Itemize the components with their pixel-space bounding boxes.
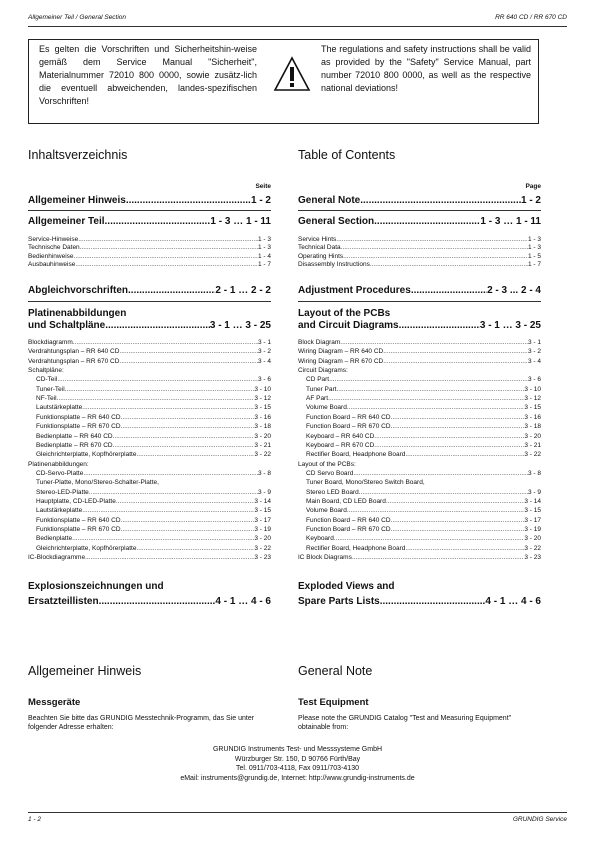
toc-subheading: Layout of the PCBs: xyxy=(298,460,356,468)
dot-leader xyxy=(113,433,255,441)
test-equipment-sub-de: Messgeräte xyxy=(28,697,81,708)
address-block xyxy=(0,745,595,783)
toc-sub-entry xyxy=(298,414,541,422)
toc-sub-page: 3 - 15 xyxy=(524,404,541,412)
dot-leader xyxy=(74,253,258,261)
toc-entry-layout-title1: Layout of the PCBs xyxy=(298,308,391,319)
toc-subheading: Circuit Diagrams: xyxy=(298,367,348,375)
dot-leader xyxy=(82,404,254,412)
toc-sub-page: 3 - 14 xyxy=(524,497,541,505)
toc-sub-entry xyxy=(298,376,541,384)
toc-sub-entry xyxy=(298,386,541,394)
toc-sub-entry xyxy=(28,442,271,450)
toc-sub-entry xyxy=(298,451,541,459)
toc-sub-title: NF-Teil xyxy=(36,395,57,403)
toc-subheading: Tuner-Platte, Mono/Stereo-Schalter-Platte, xyxy=(36,479,159,487)
toc-entry-exploded xyxy=(28,596,271,608)
dot-leader xyxy=(336,236,528,244)
dot-leader xyxy=(121,517,255,525)
toc-sub-title: Gleichrichterplatte, Kopfhörerplatte xyxy=(36,451,137,459)
toc-entry-page: 1 - 2 xyxy=(250,195,271,206)
toc-sub-page: 3 - 19 xyxy=(254,526,271,533)
dot-leader xyxy=(383,348,528,356)
toc-sub-page: 1 - 7 xyxy=(527,261,541,269)
toc-entry-title: Abgleichvorschriften xyxy=(28,285,129,296)
dot-leader xyxy=(119,358,258,366)
toc-sub-page: 3 - 22 xyxy=(254,544,271,552)
toc-sub-page: 3 - 1 xyxy=(257,339,271,346)
toc-entry-general-section xyxy=(298,216,541,228)
toc-sub-page: 3 - 14 xyxy=(254,497,271,505)
page-column-label: Seite xyxy=(255,183,271,190)
address-line: GRUNDIG Instruments Test- und Messsysteme GmbH xyxy=(212,746,383,753)
toc-sub-title: Bedienplatte xyxy=(36,535,73,543)
toc-entry-general-note xyxy=(298,195,541,207)
dot-leader xyxy=(89,489,258,497)
test-equipment-text-en: Please note the GRUNDIG Catalog "Test and Measuring Equipment" obtainable from: xyxy=(298,715,512,731)
test-equipment-sub-en: Test Equipment xyxy=(298,697,369,708)
dot-leader xyxy=(57,395,255,403)
footer-rule xyxy=(28,812,567,813)
dot-leader xyxy=(374,216,480,228)
toc-entry-title: Allgemeiner Teil xyxy=(28,216,105,227)
toc-entry-title: Adjustment Procedures xyxy=(298,285,411,296)
toc-sub-entry xyxy=(28,423,271,431)
toc-sub-title: Function Board – RR 640 CD xyxy=(306,413,391,421)
dot-leader xyxy=(391,526,525,534)
toc-sub-title: Verdrahtungsplan – RR 640 CD xyxy=(28,348,120,356)
toc-subheading: Schaltpläne: xyxy=(28,367,64,375)
general-note-heading-en: General Note xyxy=(298,664,373,678)
page-number: 1 - 2 xyxy=(28,816,42,823)
toc-sub-entry xyxy=(28,545,271,553)
toc-sub-entry xyxy=(298,442,541,450)
toc-entry-page: 1 - 2 xyxy=(520,195,541,206)
dot-leader xyxy=(65,386,255,394)
toc-sub-title: Ausbauhinweise xyxy=(28,261,76,269)
toc-sub-page: 3 - 20 xyxy=(254,535,271,543)
toc-sub-entry xyxy=(298,358,541,366)
toc-sub-title: Main Board, CD LED Board xyxy=(306,497,386,505)
toc-sub-title: Lautstärkeplatte xyxy=(36,507,83,515)
toc-sub-title: Stereo LED Board xyxy=(306,488,359,496)
toc-sub-entry xyxy=(298,489,541,497)
toc-sub-entry xyxy=(28,535,271,543)
dot-leader xyxy=(374,433,524,441)
toc-sub-entry xyxy=(28,348,271,356)
toc-sub-page: 3 - 17 xyxy=(524,516,541,524)
toc-entry-title: and Circuit Diagrams xyxy=(298,320,399,331)
toc-sub-title: Keyboard xyxy=(306,535,334,543)
dot-leader xyxy=(57,376,258,384)
dot-leader xyxy=(336,386,524,394)
dot-leader xyxy=(405,451,524,459)
dot-leader xyxy=(126,195,251,207)
toc-sub-page: 3 - 22 xyxy=(254,451,271,459)
toc-entry-exploded xyxy=(298,596,541,608)
toc-sub-title: Keyboard – RR 640 CD xyxy=(306,432,375,440)
toc-sub-title: Funktionsplatte – RR 670 CD xyxy=(36,423,121,431)
toc-sub-title: Function Board – RR 640 CD xyxy=(306,516,391,524)
dot-leader xyxy=(80,244,258,252)
toc-sub-entry xyxy=(298,535,541,543)
toc-sub-title: Volume Board xyxy=(306,507,347,515)
toc-sub-title: Service-Hinweise xyxy=(28,236,79,243)
toc-sub-page: 3 - 9 xyxy=(527,488,541,496)
toc-sub-page: 3 - 18 xyxy=(254,423,271,431)
toc-sub-entry xyxy=(28,339,271,347)
dot-leader xyxy=(99,596,216,608)
toc-sub-page: 3 - 19 xyxy=(524,526,541,533)
toc-sub-entry xyxy=(28,498,271,506)
toc-sub-title: Rectifier Board, Headphone Board xyxy=(306,544,406,552)
toc-sub-entry xyxy=(298,526,541,534)
toc-sub-entry xyxy=(28,358,271,366)
toc-sub-title: Function Board – RR 670 CD xyxy=(306,423,391,431)
toc-sub-entry xyxy=(298,507,541,515)
toc-sub-title: Blockdiagramm xyxy=(28,339,73,346)
toc-sub-title: CD-Servo-Platte xyxy=(36,469,84,477)
toc-entry-page: 4 - 1 … 4 - 6 xyxy=(485,596,541,607)
toc-sub-page: 3 - 23 xyxy=(524,554,541,562)
toc-entry-page: 1 - 3 … 1 - 11 xyxy=(210,216,271,227)
toc-sub-page: 3 - 8 xyxy=(257,469,271,477)
dot-leader xyxy=(82,507,254,515)
toc-entry-page: 4 - 1 … 4 - 6 xyxy=(215,596,271,607)
toc-sub-page: 3 - 21 xyxy=(254,441,271,449)
toc-entry-page: 3 - 1 … 3 - 25 xyxy=(479,320,541,331)
dot-leader xyxy=(391,414,525,422)
toc-entry-title: General Note xyxy=(298,195,361,206)
toc-sub-page: 3 - 22 xyxy=(524,451,541,459)
toc-entry-exploded-title1: Exploded Views and xyxy=(298,581,395,592)
toc-entry-layout xyxy=(298,320,541,332)
toc-sub-entry xyxy=(28,386,271,394)
toc-sub-entry xyxy=(298,261,541,269)
toc-entry-adjustment xyxy=(28,285,271,297)
dot-leader xyxy=(329,376,528,384)
dot-leader xyxy=(359,489,528,497)
dot-leader xyxy=(391,517,525,525)
toc-sub-entry xyxy=(28,526,271,534)
safety-warning-box xyxy=(28,39,539,124)
rule xyxy=(298,210,541,211)
toc-sub-page: 3 - 15 xyxy=(254,507,271,515)
toc-sub-title: Bedienplatte – RR 670 CD xyxy=(36,441,113,449)
toc-sub-page: 3 - 10 xyxy=(254,385,271,393)
dot-leader xyxy=(391,423,525,431)
toc-sub-entry xyxy=(28,244,271,252)
toc-subheading: Platinenabbildungen: xyxy=(28,460,89,468)
toc-sub-entry xyxy=(298,339,541,347)
toc-sub-title: Bedienhinweise xyxy=(28,252,74,260)
toc-sub-entry xyxy=(298,470,541,478)
toc-sub-title: IC-Blockdiagramme xyxy=(28,554,86,562)
toc-entry-title: Allgemeiner Hinweis xyxy=(28,195,126,206)
toc-sub-entry xyxy=(28,404,271,412)
header-rule xyxy=(28,26,567,27)
warning-text-en: The regulations and safety instructions shall be valid as provided by the "Safety" Service Manual, part number 72010 800 0000, as well as the respective national deviations! xyxy=(321,44,531,93)
toc-sub-entry xyxy=(28,376,271,384)
toc-entry-title: General Section xyxy=(298,216,375,227)
toc-entry-page: 1 - 3 … 1 - 11 xyxy=(480,216,541,227)
toc-sub-title: Gleichrichterplatte, Kopfhörerplatte xyxy=(36,544,137,552)
toc-sub-page: 3 - 8 xyxy=(527,469,541,477)
toc-sub-title: Verdrahtungsplan – RR 670 CD xyxy=(28,357,120,365)
dot-leader xyxy=(405,545,524,553)
toc-entry-title: Spare Parts Lists xyxy=(298,596,380,607)
toc-sub-page: 3 - 18 xyxy=(524,423,541,431)
toc-sub-entry xyxy=(28,236,271,244)
toc-sub-entry xyxy=(28,261,271,269)
toc-sub-entry xyxy=(28,451,271,459)
toc-sub-page: 3 - 16 xyxy=(524,413,541,421)
dot-leader xyxy=(83,470,258,478)
header-left: Allgemeiner Teil / General Section xyxy=(28,14,127,21)
dot-leader xyxy=(75,261,258,269)
toc-sub-page: 3 - 21 xyxy=(524,441,541,449)
toc-sub-entry xyxy=(28,507,271,515)
address-line: Tel. 0911/703-4118, Fax 0911/703-4130 xyxy=(236,765,359,772)
dot-leader xyxy=(341,244,528,252)
toc-sub-title: CD-Teil xyxy=(36,376,58,384)
toc-sub-page: 3 - 17 xyxy=(254,516,271,524)
dot-leader xyxy=(370,261,528,269)
address-line: eMail: instruments@grundig.de, Internet: http://www.grundig-instruments.de xyxy=(180,774,415,782)
toc-sub-title: Wiring Diagram – RR 670 CD xyxy=(298,357,384,365)
toc-sub-title: Bedienplatte – RR 640 CD xyxy=(36,432,113,440)
toc-sub-page: 3 - 20 xyxy=(524,535,541,543)
toc-sub-entry xyxy=(28,470,271,478)
toc-sub-entry xyxy=(298,433,541,441)
toc-sub-entry xyxy=(28,489,271,497)
toc-sub-page: 1 - 3 xyxy=(527,244,541,252)
toc-sub-entry xyxy=(298,554,541,562)
dot-leader xyxy=(113,442,255,450)
dot-leader xyxy=(121,414,255,422)
toc-sub-entry xyxy=(298,244,541,252)
toc-sub-title: Funktionsplatte – RR 640 CD xyxy=(36,516,121,524)
toc-sub-page: 1 - 3 xyxy=(257,236,271,243)
toc-entry-page: 3 - 1 … 3 - 25 xyxy=(209,320,271,331)
dot-leader xyxy=(328,395,524,403)
toc-sub-entry xyxy=(298,348,541,356)
toc-sub-title: Technical Data xyxy=(298,244,341,252)
page-header xyxy=(28,14,567,21)
toc-sub-entry xyxy=(298,404,541,412)
dot-leader xyxy=(72,535,254,543)
dot-leader xyxy=(353,470,528,478)
dot-leader xyxy=(334,535,525,543)
toc-sub-page: 3 - 12 xyxy=(254,395,271,403)
toc-heading: Table of Contents xyxy=(298,148,396,162)
toc-sub-title: Block Diagram xyxy=(298,339,341,346)
toc-sub-entry xyxy=(298,423,541,431)
dot-leader xyxy=(380,596,486,608)
toc-sub-entry xyxy=(28,517,271,525)
toc-sub-page: 3 - 12 xyxy=(524,395,541,403)
dot-leader xyxy=(85,554,254,562)
dot-leader xyxy=(136,451,254,459)
toc-sub-title: CD Part xyxy=(306,376,330,384)
toc-sub-page: 3 - 22 xyxy=(524,544,541,552)
toc-sub-page: 3 - 20 xyxy=(254,432,271,440)
toc-sub-entry xyxy=(298,395,541,403)
dot-leader xyxy=(347,507,525,515)
toc-sub-title: Tuner-Teil xyxy=(36,385,65,393)
toc-sub-title: Service Hints xyxy=(298,236,337,243)
dot-leader xyxy=(121,526,255,534)
warning-text-de: Es gelten die Vorschriften und Sicherheitshin-weise gemäß dem Service Manual "Sicherheit", Materialnummer 72010 800 0000, sowie zusätz-lich die eventuell abweichenden, landes-spezifischen Vorschriften! xyxy=(39,44,257,106)
toc-sub-entry xyxy=(28,253,271,261)
dot-leader xyxy=(386,498,525,506)
toc-sub-title: Funktionsplatte – RR 670 CD xyxy=(36,526,121,533)
toc-entry-general-note xyxy=(28,195,271,207)
general-note-heading-de: Allgemeiner Hinweis xyxy=(28,664,142,678)
toc-entry-title: und Schaltpläne xyxy=(28,320,106,331)
toc-sub-page: 1 - 5 xyxy=(527,252,541,260)
header-right: RR 640 CD / RR 670 CD xyxy=(495,14,567,21)
dot-leader xyxy=(411,285,487,297)
toc-sub-entry xyxy=(298,253,541,261)
toc-sub-page: 3 - 23 xyxy=(254,554,271,562)
toc-sub-title: Lautstärkeplatte xyxy=(36,404,83,412)
toc-sub-entry xyxy=(28,395,271,403)
dot-leader xyxy=(347,404,525,412)
toc-sub-entry xyxy=(298,498,541,506)
toc-sub-page: 3 - 20 xyxy=(524,432,541,440)
toc-sub-entry xyxy=(298,545,541,553)
toc-sub-page: 3 - 2 xyxy=(257,348,271,356)
dot-leader xyxy=(78,236,258,244)
toc-sub-entry xyxy=(28,414,271,422)
toc-sub-entry xyxy=(28,433,271,441)
dot-leader xyxy=(374,442,524,450)
toc-sub-page: 1 - 3 xyxy=(257,244,271,252)
toc-sub-entry xyxy=(298,517,541,525)
toc-sub-title: CD Servo Board xyxy=(306,469,354,477)
rule xyxy=(298,301,541,302)
dot-leader xyxy=(128,285,215,297)
toc-sub-page: 3 - 15 xyxy=(524,507,541,515)
test-equipment-text-de: Beachten Sie bitte das GRUNDIG Messtechnik-Programm, das Sie unter folgender Adresse erhalten: xyxy=(28,715,255,731)
rule xyxy=(28,301,271,302)
toc-heading: Inhaltsverzeichnis xyxy=(28,148,128,162)
page-footer xyxy=(28,816,567,823)
toc-sub-title: IC Block Diagrams xyxy=(298,554,352,562)
toc-sub-page: 3 - 10 xyxy=(524,385,541,393)
dot-leader xyxy=(136,545,254,553)
dot-leader xyxy=(399,320,480,332)
toc-sub-entry xyxy=(298,236,541,244)
toc-entry-layout xyxy=(28,320,271,332)
dot-leader xyxy=(119,348,258,356)
toc-entry-layout-title1: Platinenabbildungen xyxy=(28,308,127,319)
dot-leader xyxy=(73,339,258,347)
toc-sub-title: Rectifier Board, Headphone Board xyxy=(306,451,406,459)
toc-sub-title: Tuner Part xyxy=(306,385,337,393)
toc-sub-title: Keyboard – RR 670 CD xyxy=(306,441,375,449)
dot-leader xyxy=(360,195,521,207)
toc-sub-page: 3 - 9 xyxy=(257,488,271,496)
dot-leader xyxy=(340,339,528,347)
toc-sub-title: Disassembly Instructions xyxy=(298,261,370,269)
dot-leader xyxy=(105,216,211,228)
toc-entry-title: Ersatzteillisten xyxy=(28,596,99,607)
rule xyxy=(28,210,271,211)
toc-sub-title: Volume Board xyxy=(306,404,347,412)
toc-sub-title: AF Part xyxy=(306,395,329,403)
toc-sub-page: 3 - 15 xyxy=(254,404,271,412)
toc-sub-title: Technische Daten xyxy=(28,244,80,252)
toc-sub-page: 3 - 4 xyxy=(527,357,541,365)
toc-entry-page: 2 - 3 ... 2 - 4 xyxy=(487,285,541,296)
toc-sub-title: Hauptplatte, CD-LED-Platte xyxy=(36,497,116,505)
toc-sub-page: 1 - 3 xyxy=(527,236,541,243)
footer-brand: GRUNDIG Service xyxy=(512,816,567,823)
toc-sub-entry xyxy=(28,554,271,562)
toc-entry-general-section xyxy=(28,216,271,228)
toc-sub-page: 3 - 16 xyxy=(254,413,271,421)
toc-sub-page: 3 - 2 xyxy=(527,348,541,356)
toc-sub-page: 3 - 1 xyxy=(527,339,541,346)
dot-leader xyxy=(121,423,255,431)
toc-sub-title: Stereo-LED-Platte xyxy=(36,488,89,496)
toc-sub-page: 3 - 6 xyxy=(527,376,541,384)
warning-triangle-icon xyxy=(273,56,311,92)
toc-sub-title: Funktionsplatte – RR 640 CD xyxy=(36,413,121,421)
dot-leader xyxy=(116,498,255,506)
toc-entry-adjustment xyxy=(298,285,541,297)
toc-sub-page: 3 - 4 xyxy=(257,357,271,365)
dot-leader xyxy=(352,554,525,562)
toc-sub-title: Operating Hints xyxy=(298,252,344,260)
toc-subheading: Tuner Board, Mono/Stereo Switch Board, xyxy=(306,479,425,487)
address-line: Würzburger Str. 150, D 90766 Fürth/Bay xyxy=(234,755,361,763)
dot-leader xyxy=(383,358,528,366)
dot-leader xyxy=(105,320,210,332)
toc-sub-page: 1 - 4 xyxy=(257,252,271,260)
toc-sub-title: Function Board – RR 670 CD xyxy=(306,526,391,533)
toc-entry-exploded-title1: Explosionszeichnungen und xyxy=(28,581,164,592)
page-column-label: Page xyxy=(525,183,541,190)
toc-sub-page: 3 - 6 xyxy=(257,376,271,384)
toc-sub-page: 1 - 7 xyxy=(257,261,271,269)
toc-sub-title: Wiring Diagram – RR 640 CD xyxy=(298,348,384,356)
toc-entry-page: 2 - 1 … 2 - 2 xyxy=(215,285,271,296)
dot-leader xyxy=(343,253,528,261)
